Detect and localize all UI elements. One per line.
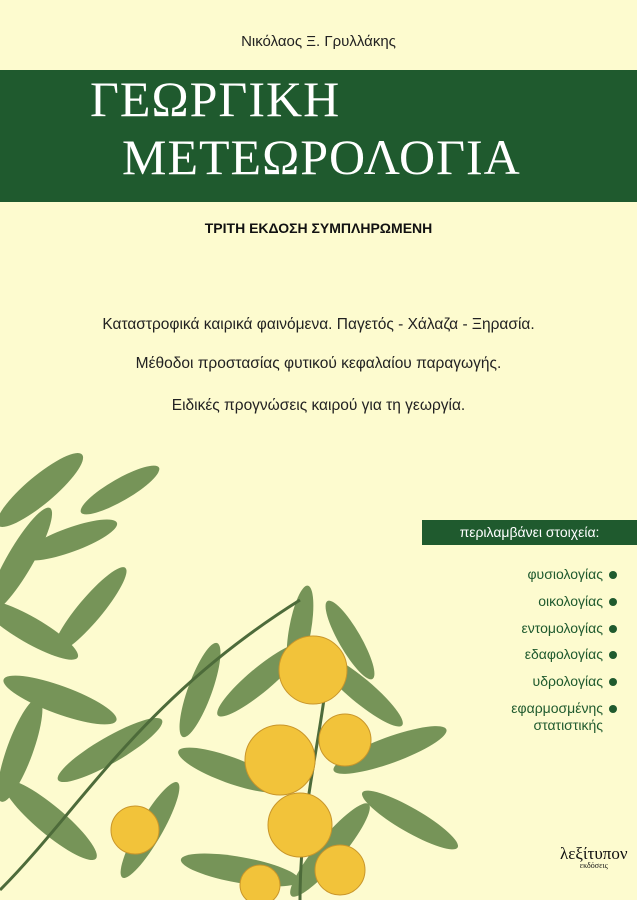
topic-label: εντομολογίας [521, 619, 603, 636]
topic-label: εφαρμοσμένης στατιστικής [511, 699, 603, 733]
edition-label: ΤΡΙΤΗ ΕΚΔΟΣΗ ΣΥΜΠΛΗΡΩΜΕΝΗ [204, 220, 433, 236]
title-line-1: ΓΕΩΡΓΙΚΗ [90, 71, 341, 127]
description-line-3: Ειδικές προγνώσεις καιρού για τη γεωργία. [171, 397, 466, 414]
topic-label: εδαφολογίας [524, 646, 603, 663]
publisher-logo [560, 845, 628, 870]
topics-list [503, 566, 617, 744]
description-line-1: Καταστροφικά καιρικά φαινόμενα. Παγετός - Χάλαζα - Ξηρασία. [102, 316, 535, 333]
topic-item [503, 593, 617, 610]
description-line-2: Μέθοδοι προστασίας φυτικού κεφαλαίου παραγωγής. [135, 355, 502, 372]
bullet-icon [609, 678, 617, 686]
orange-tree-illustration [0, 450, 470, 900]
topic-label: οικολογίας [538, 592, 603, 609]
topic-item [503, 620, 617, 637]
topic-item [503, 700, 617, 734]
bullet-icon [609, 651, 617, 659]
bullet-icon [609, 625, 617, 633]
topic-item [503, 673, 617, 690]
includes-heading: περιλαμβάνει στοιχεία: [422, 520, 637, 545]
bullet-icon [609, 571, 617, 579]
author-name: Νικόλαος Ξ. Γρυλλάκης [241, 33, 396, 50]
title-line-2: ΜΕΤΕΩΡΟΛΟΓΙΑ [122, 129, 521, 185]
topic-item [503, 566, 617, 583]
topic-label: υδρολογίας [532, 673, 603, 690]
bullet-icon [609, 705, 617, 713]
publisher-sub: εκδόσεις [579, 861, 608, 870]
bullet-icon [609, 598, 617, 606]
topic-item [503, 646, 617, 663]
publisher-name: λεξίτυπον [560, 844, 628, 863]
topic-label: φυσιολογίας [527, 566, 603, 582]
